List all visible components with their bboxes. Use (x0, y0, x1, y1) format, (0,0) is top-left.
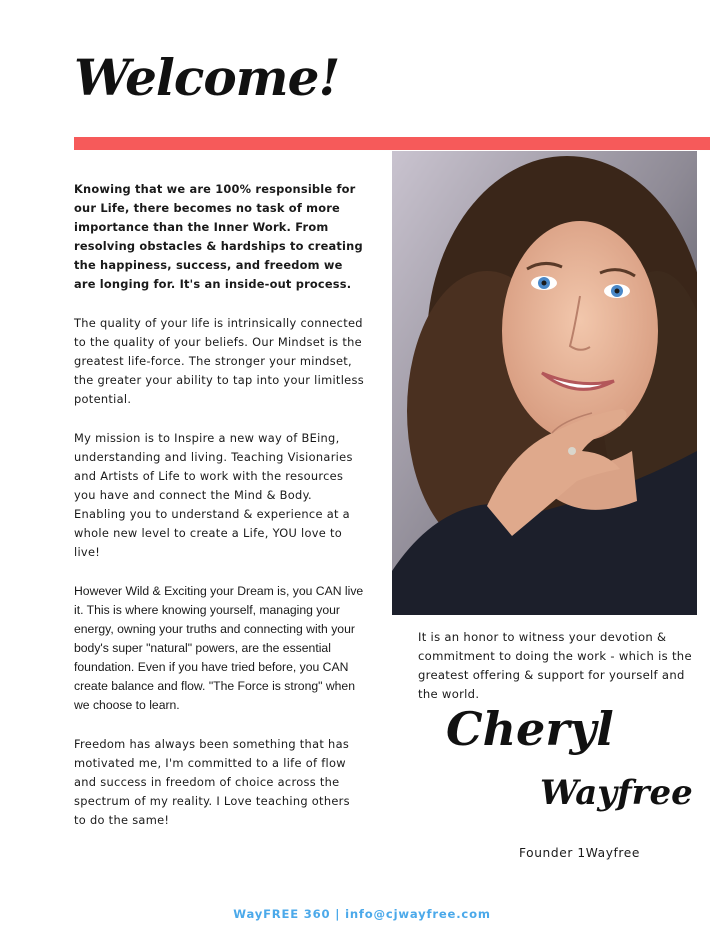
paragraph: Freedom has always been something that has motivated me, I'm committed to a life of flow and success in freedom of choice across the spectrum of my reality. I Love teaching others to do the same! (74, 737, 350, 827)
signature-last-name: Wayfree (540, 773, 693, 813)
footer-contact[interactable]: WayFREE 360 | info@cjwayfree.com (233, 907, 491, 921)
closing-paragraph: It is an honor to witness your devotion & commitment to doing the work - which is the greatest offering & support for yourself and the world. (418, 630, 692, 701)
signature-title: Founder 1Wayfree (519, 846, 640, 860)
body-column (74, 180, 364, 850)
portrait-photo (392, 151, 697, 615)
page-title: Welcome! (74, 48, 340, 107)
paragraph: However Wild & Exciting your Dream is, you CAN live it. This is where knowing yourself, managing your energy, owning your truths and connecting with your body's super "natural" powers, are the essential foundation. Even if you have tried before, you CAN create balance and flow. "The Force is strong" when we choose to learn. (74, 584, 364, 712)
intro-paragraph: Knowing that we are 100% responsible for our Life, there becomes no task of more importance than the Inner Work. From resolving obstacles & hardships to creating the happiness, success, and freedom we are longing for. It's an inside-out process. (74, 182, 363, 291)
signature-first-name: Cheryl (446, 702, 614, 756)
paragraph: The quality of your life is intrinsically connected to the quality of your beliefs. Our Mindset is the greatest life-force. The stronger your mindset, the greater your ability to tap into your limitless potential. (74, 316, 364, 406)
accent-divider (74, 137, 710, 150)
paragraph: My mission is to Inspire a new way of BEing, understanding and living. Teaching Visionaries and Artists of Life to work with the resources you have and connect the Mind & Body. Enabling you to understand & experience at a whole new level to create a Life, YOU love to live! (74, 431, 353, 559)
